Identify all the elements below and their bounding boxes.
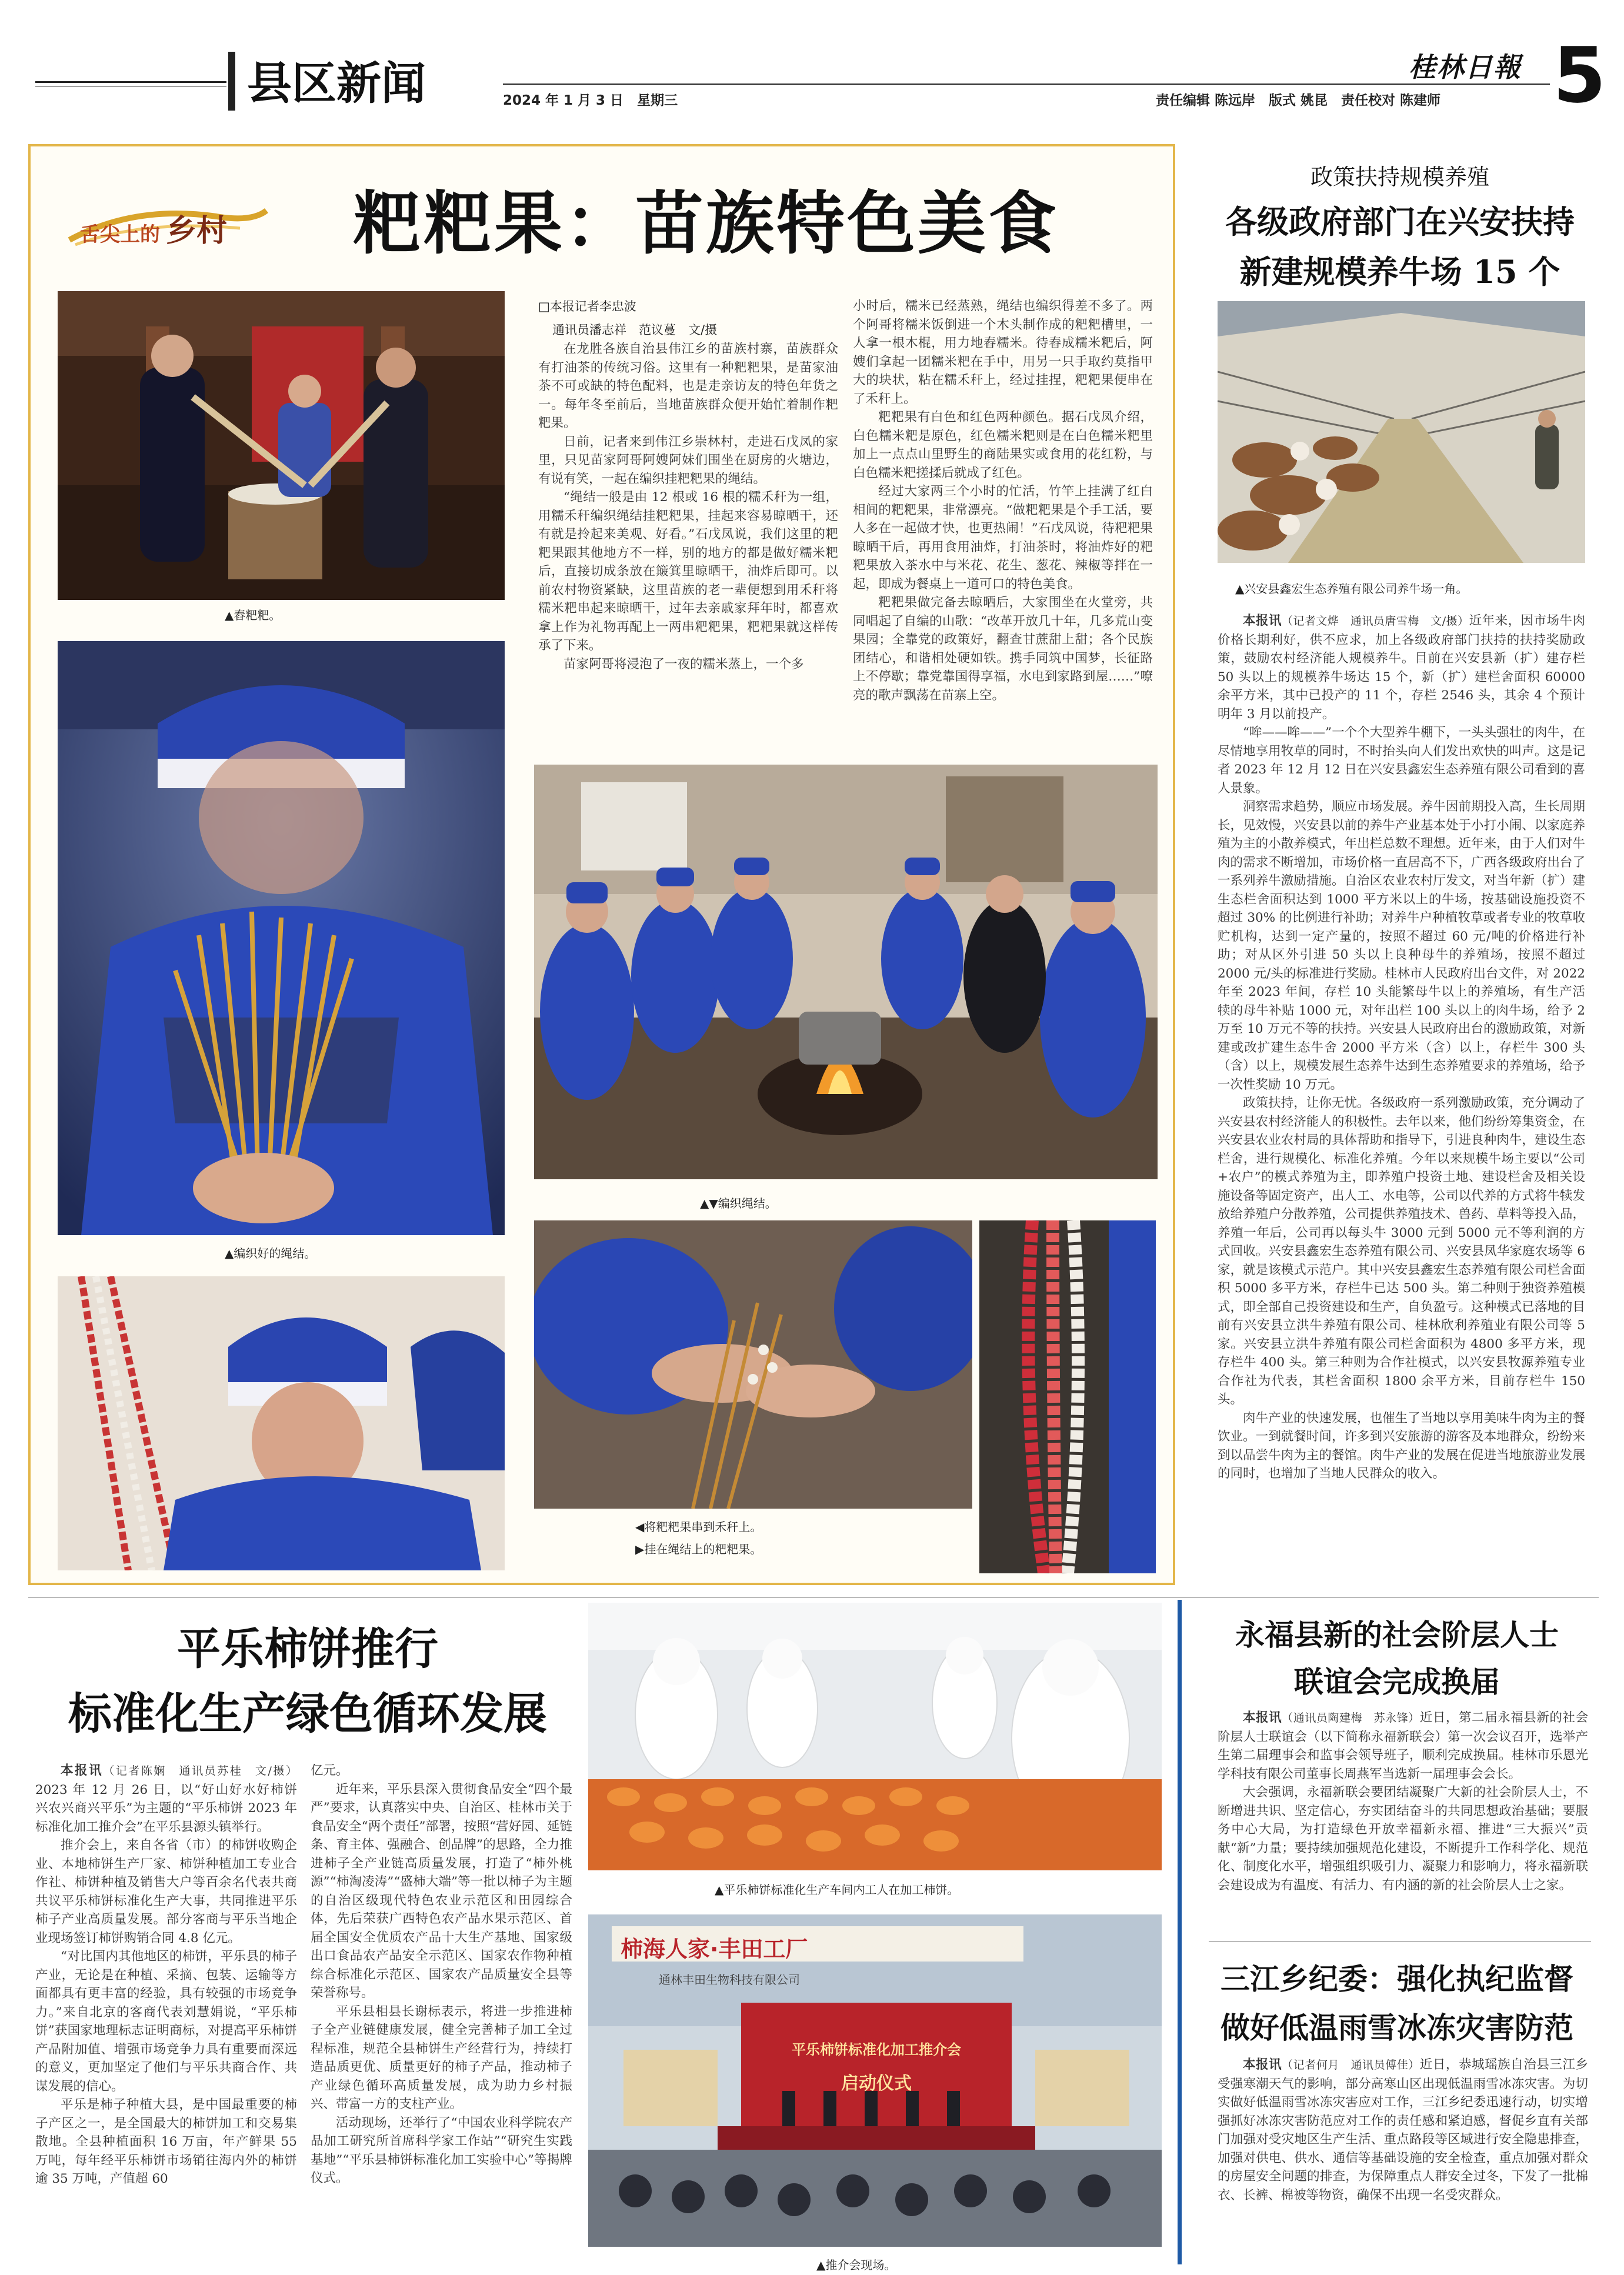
left-bottom-col2 xyxy=(311,1762,572,2188)
right-bottom-title-1: 三江乡纪委：强化执纪监督 xyxy=(1220,1962,1573,1996)
lead-text: 近日，第二届永福县新的社会阶层人士联谊会（以下简称永福新联会）第一次会议召开，选举产生第二届理事会和监事会领导班子，顺利完成换届。桂林市乐恩光学科技有限公司董事长周燕军当选新一届理事会会长。 xyxy=(1218,1710,1588,1782)
right-bottom-title-2: 做好低温雨雪冰冻灾害防范 xyxy=(1220,2010,1573,2045)
feature-title: 粑粑果：苗族特色美食 xyxy=(353,184,1059,263)
feature-byline xyxy=(538,297,838,338)
byline-correspondents: 通讯员潘志祥 范议蔓 文/摄 xyxy=(552,323,718,337)
paragraph: 经过大家两三个小时的忙活，竹竿上挂满了红白相间的粑粑果，非常漂亮。“做粑粑果是个手工活，要人多在一起做才快，也更热闹！”石戊凤说，待粑粑果晾晒干后，再用食用油炸，打油茶时，将油炸好的粑粑果放入茶水中与米花、花生、葱花、辣椒等拌在一起，即成为餐桌上一道可口的特色美食。 xyxy=(853,484,1153,592)
credit-role: 版式 xyxy=(1269,93,1296,108)
caption-photo4a: ◀将粑粑果串到禾秆上。 xyxy=(635,1520,762,1534)
stage-banner-line1: 平乐柿饼标准化加工推介会 xyxy=(792,2042,961,2058)
paragraph: 苗家阿哥将浸泡了一夜的糯米蒸上，一个多 xyxy=(563,656,804,672)
feature-badge xyxy=(64,199,275,252)
paragraph: 推介会上，来自各省（市）的柿饼收购企业、本地柿饼生产厂家、柿饼种植加工专业合作社、柿饼种植及销售大户等百余名代表共商共议平乐柿饼标准化生产大事，共同推进平乐柿子产业高质量发展。部分客商与平乐当地企业现场签订柿饼购销合同 4.8 亿元。 xyxy=(35,1838,297,1946)
right-mid-title-2: 联谊会完成换届 xyxy=(1294,1664,1500,1699)
paragraph xyxy=(1218,612,1585,723)
caption-cattle: ▲兴安县鑫宏生态养殖有限公司养牛场一角。 xyxy=(1235,582,1468,596)
caption-photo1: ▲舂粑粑。 xyxy=(225,608,281,622)
badge-part2: 乡村 xyxy=(166,213,228,249)
photo-woven-knots xyxy=(58,641,505,1235)
newspaper-logo: 桂林日報 xyxy=(1409,51,1522,83)
factory-sign: 柿海人家·丰田工厂 xyxy=(621,1936,808,1962)
paragraph: “哞——哞——”一个个大型养牛棚下，一头头强壮的肉牛，在尽情地享用牧草的同时，不时抬头向人们发出欢快的叫声。这是记者 2023 年 12 月 12 日在兴安县鑫宏生态养殖有限公司看到的喜人景象。 xyxy=(1218,725,1585,796)
credits-line xyxy=(1156,89,1440,109)
paragraph: 政策扶持，让你无忧。各级政府一系列激励政策，充分调动了兴安县农村经济能人的积极性。去年以来，他们纷纷筹集资金，在兴安县农业农村局的具体帮助和指导下，引进良种肉牛，建设生态栏舍，进行规模化、标准化养殖。今年以来规模牛场主要以“公司+农户”的模式养殖为主，即养殖户投资土地、建设栏舍及相关设施设备等固定资产，出人工、水电等，公司以代养的方式将牛犊发放给养殖户分散养殖，公司提供养殖技术、兽药、草料等投入品，养殖一年后，公司再以每头牛 3000 元到 5000 元不等利润的方式回收。兴安县鑫宏生态养殖有限公司、兴安县凤华家庭农场等 6 家，就是该模式示范户。其中兴安县鑫宏生态养殖有限公司栏舍面积 5000 多平方米，存栏牛已达 500 头。第二种则于独资养殖模式，即全部自己投资建设和生产，自负盈亏。这种模式已落地的目前有兴安县立洪牛养殖有限公司、桂林欣利养殖业有限公司等 5 家。兴安县立洪牛养殖有限公司栏舍面积为 4800 多平方米，现存栏牛 400 头。第三种则为合作社模式，以兴安县牧源养殖专业合作社为代表，其栏舍面积 1800 余平方米，目前存栏牛 150 头。 xyxy=(1218,1096,1585,1407)
feature-col2 xyxy=(853,297,1153,705)
lead-tag: 本报讯 xyxy=(61,1763,104,1778)
credit-name: 陈建师 xyxy=(1400,93,1441,108)
left-bottom-title-2: 标准化生产绿色循环发展 xyxy=(68,1689,547,1739)
right-top-title-1: 各级政府部门在兴安扶持 xyxy=(1225,203,1575,241)
photo-launch-ceremony xyxy=(588,1914,1162,2247)
right-column-divider xyxy=(1179,144,1181,1585)
credit-name: 姚昆 xyxy=(1300,93,1328,108)
photo-cattle-farm xyxy=(1218,301,1585,563)
credit-name: 陈远岸 xyxy=(1215,93,1256,108)
lead-byline: （通讯员陶建梅 苏永锋） xyxy=(1282,1712,1420,1724)
credit-role: 责任编辑 xyxy=(1156,93,1210,108)
photo-fruit-strings xyxy=(58,1276,505,1570)
issue-weekday: 星期三 xyxy=(637,93,678,108)
lead-tag: 本报讯 xyxy=(1243,1710,1282,1725)
lead-byline: （记者文烨 通讯员唐雪梅 文/摄） xyxy=(1281,615,1469,628)
lead-text: 近年来，因市场牛肉价格长期利好，供不应求，加上各级政府部门扶持的扶持奖励政策，鼓励农村经济能人规模养牛。目前在兴安县新（扩）建存栏 50 头以上的规模养牛场达 15 个，新（扩）建栏舍面积 60000 余平方米，其中已投产的 11 个，存栏 2546 头，其余 4 个预计明年 3 月以前投产。 xyxy=(1218,613,1585,722)
paragraph xyxy=(1218,2056,1588,2204)
right-top-body xyxy=(1218,612,1585,1483)
paragraph: 大会强调，永福新联会要团结凝聚广大新的社会阶层人士，不断增进共识、坚定信心，夯实团结奋斗的共同思想政治基础；要服务中心大局，为打造绿色开放幸福新永福、推进“三大振兴”贡献“新”力量；要持续加强规范化建设，不断提升工作科学化、规范化、制度化水平，增强组织吸引力、凝聚力和影响力，将永福新联会建设成为有温度、有活力、有内涵的新的社会阶层人士之家。 xyxy=(1218,1785,1588,1893)
paragraph: 小时后，糯米已经蒸熟，绳结也编织得差不多了。两个阿哥将糯米饭倒进一个木头制作成的粑粑槽里，一人拿一根木棍，用力地舂糯米。待舂成糯米粑后，阿嫂们拿起一团糯米粑在手中，用另一只手取约莫指甲大的块状，粘在糯禾秆上，经过挂捏，粑粑果便串在了禾秆上。 xyxy=(853,299,1153,406)
stage-banner-line2: 启动仪式 xyxy=(841,2073,912,2094)
photo-hanging-fruit xyxy=(979,1220,1156,1573)
lead-byline: （记者何月 通讯员傅佳） xyxy=(1282,2059,1420,2071)
right-bottom-body xyxy=(1218,2056,1588,2204)
photo-threading-fruit xyxy=(534,1220,972,1509)
paragraph: 洞察需求趋势，顺应市场发展。养牛因前期投入高，生长周期长，见效慢，兴安县以前的养牛产业基本处于小打小闹、以家庭养殖为主的小散养模式，年出栏总数不理想。近年来，由于人们对牛肉的需求不断增加，市场价格一直居高不下，广西各级政府出台了一系列养牛激励措施。自治区农业农村厅发文，对当年新（扩）建生态栏舍面积达到 1000 平方米以上的牛场，按基础设施投资不超过 30% 的比例进行补助；对养牛户种植牧草或者专业的牧草收贮机构，达到一定产量的，按照不超过 60 元/吨的价格进行补助；对从区外引进 50 头以上良种母牛的养殖场，按照不超过 2000 元/头的标准进行奖励。桂林市人民政府出台文件，对 2022 年至 2023 年间，存栏 10 头能繁母牛以上的养殖场，有生产活犊的母牛补贴 1000 元，对年出栏 100 头以上的肉牛场，给予 2 万至 10 万元不等的扶持。兴安县人民政府出台的激励政策，对新建或改扩建生态牛舍 2000 平方米（含）以上，存栏牛 300 头（含）以上，规模发展生态养牛达到生态养殖要求的养殖场，给予一次性奖励 10 万元。 xyxy=(1218,799,1585,1092)
paragraph: 平乐是柿子种植大县，是中国最重要的柿子产区之一，是全国最大的柿饼加工和交易集散地。全县种植面积 16 万亩，年产鲜果 55 万吨，每年经平乐柿饼市场销往海内外的柿饼逾 35 万吨，产值超 60 xyxy=(35,2097,297,2186)
right-bottom-rule xyxy=(1209,1941,1591,1942)
paragraph: 平乐县相县长谢标表示，将进一步推进柿子全产业链健康发展，健全完善柿子加工全过程标准，规范全县柿饼生产经营行为，持续打造品质更优、质量更好的柿子产品，推动柿子产业绿色循环高质量发展，成为助力乡村振兴、带富一方的支柱产业。 xyxy=(311,2004,572,2111)
factory-subtitle: 通林丰田生物科技有限公司 xyxy=(659,1973,800,1987)
caption-ceremony: ▲推介会现场。 xyxy=(816,2258,896,2272)
paragraph: “绳结一般是由 12 根或 16 根的糯禾秆为一组，用糯禾秆编织绳结挂粑粑果，挂起来容易晾晒干，还有就是拎起来美观、好看。”石戊凤说，我们这里的粑粑果跟其他地方不一样，别的地方的都是做好糯米粑后，直接切成条放在簸箕里晾晒干，油炸后即可。以前农村物资紧缺，这里苗族的老一辈便想到用禾秆将糯米粑串起来晾晒干，过年去亲戚家拜年时，都喜欢拿上作为礼物再配上一两串粑粑果，粑粑果就这样传承了下来。 xyxy=(538,490,838,653)
masthead-rule-left xyxy=(35,81,226,83)
caption-photo2: ▲编织好的绳结。 xyxy=(225,1246,316,1260)
left-bottom-col1 xyxy=(35,1762,310,2189)
photo-group-weaving xyxy=(534,765,1158,1179)
paragraph: 近年来，平乐县深入贯彻食品安全“四个最严”要求，认真落实中央、自治区、桂林市关于食品安全“两个责任”部署，按照“营好园、延链条、育主体、强融合、创品牌”的思路，全力推进柿子全产业链高质量发展，打造了“柿外桃源”“柿淘凌涛”“盛柿大端”等一批以柿子为主题的自治区级现代特色农业示范区和田园综合体，先后荣获广西特色农产品水果示范区、首届全国安全优质农产品十大生产基地、国家级出口食品农产品安全示范区、国家农作物种植综合标准化示范区、国家农产品质量安全县等荣誉称号。 xyxy=(311,1782,572,2000)
byline-reporter: □本报记者李忠波 xyxy=(538,299,636,313)
horizontal-separator xyxy=(28,1597,1599,1598)
lead-tag: 本报讯 xyxy=(1243,2057,1282,2072)
masthead-rule-right xyxy=(503,84,1550,85)
lead-byline: （记者陈娴 通讯员苏桂 文/摄） xyxy=(103,1764,297,1777)
page-number: 5 xyxy=(1553,31,1606,120)
paragraph: “对比国内其他地区的柿饼，平乐县的柿子产业，无论是在种植、采摘、包装、运输等方面都具有更丰富的经验，具有较强的市场竞争力。”来自北京的客商代表刘慧娟说，“平乐柿饼”获国家地理标志证明商标，对提高平乐柿饼产品附加值、增强市场竞争力具有重要而深远的意义，更加坚定了他们与平乐共商合作、共谋发展的信心。 xyxy=(35,1949,297,2094)
feature-col1 xyxy=(538,340,838,673)
paragraph: 粑粑果做完备去晾晒后，大家围坐在火堂旁，共同唱起了自编的山歌：“改革开放几十年，几多荒山变果园；全靠党的政策好，翻查甘蔗甜上甜；各个民族团结心，和谐相处硬如铁。携手同筑中国梦，长征路上不停歇；靠党靠国得享福，水电到家路到屋……”嘹亮的歌声飘荡在苗寨上空。 xyxy=(853,595,1153,703)
vertical-accent-bar xyxy=(1178,1600,1182,2264)
lead-text: 2023 年 12 月 26 日，以“好山好水好柿饼 兴农兴商兴平乐”为主题的“平乐柿饼 2023 年标准化加工推介会”在平乐县源头镇举行。 xyxy=(35,1782,310,1834)
section-title: 县区新闻 xyxy=(247,57,426,109)
paragraph: 亿元。 xyxy=(311,1763,349,1778)
caption-workshop: ▲平乐柿饼标准化生产车间内工人在加工柿饼。 xyxy=(715,1883,959,1897)
paragraph xyxy=(1218,1709,1588,1783)
caption-photo4b: ▶挂在绳结上的粑粑果。 xyxy=(635,1542,762,1556)
right-top-title-2: 新建规模养牛场 15 个 xyxy=(1239,253,1560,291)
paragraph: 肉牛产业的快速发展，也催生了当地以享用美味牛肉为主的餐饮业。一到就餐时间，许多到兴安旅游的游客及本地群众，纷纷来到以品尝牛肉为主的餐馆。肉牛产业的发展在促进当地旅游业发展的同时，也增加了当地人民群众的收入。 xyxy=(1218,1410,1585,1481)
issue-date: 2024 年 1 月 3 日 xyxy=(503,93,624,108)
right-top-kicker: 政策扶持规模养殖 xyxy=(1310,164,1489,190)
paragraph: 在龙胜各族自治县伟江乡的苗族村寨，苗族群众有打油茶的传统习俗。这里有一种粑粑果，是苗家油茶不可或缺的特色配料，也是走亲访友的特色年货之一。每年冬至前后，当地苗族群众便开始忙着制作粑粑果。 xyxy=(538,342,838,431)
lead-text: 近日，恭城瑶族自治县三江乡受强寒潮天气的影响，部分高寒山区出现低温雨雪冰冻灾害。为切实做好低温雨雪冰冻灾害应对工作，三江乡纪委迅速行动，切实增强抓好冰冻灾害防范应对工作的责任感和紧迫感，督促乡直有关部门加强对受灾地区生产生活、重点路段等区域进行安全隐患排查，加强对供电、供水、通信等基础设施的安全检查，重点加强对群众的房屋安全问题的排查，为保障重点人群安全过冬，下发了一批棉衣、长裤、棉被等物资，确保不出现一名受灾群众。 xyxy=(1218,2057,1588,2203)
right-mid-title-1: 永福县新的社会阶层人士 xyxy=(1235,1617,1559,1652)
paragraph xyxy=(35,1762,310,1836)
left-bottom-title-1: 平乐柿饼推行 xyxy=(177,1624,438,1674)
paragraph: 日前，记者来到伟江乡崇林村，走进石戊凤的家里，只见苗家阿哥阿嫂阿妹们围坐在厨房的火塘边，有说有笑，一起在编织挂粑粑果的绳结。 xyxy=(538,434,838,486)
caption-photo3: ▲▼编织绳结。 xyxy=(700,1196,777,1210)
credit-role: 责任校对 xyxy=(1341,93,1396,108)
photo-pounding-rice xyxy=(58,291,505,600)
issue-date-line xyxy=(503,89,678,109)
paragraph: 活动现场，还举行了“中国农业科学院农产品加工研究所首席科学家工作站”“研究生实践基地”“平乐县柿饼标准化加工实验中心”等揭牌仪式。 xyxy=(311,2115,572,2186)
photo-persimmon-workshop xyxy=(588,1603,1162,1870)
badge-part1: 舌尖上的 xyxy=(80,223,160,246)
section-bar xyxy=(228,52,235,111)
badge-text xyxy=(80,206,227,250)
paragraph: 粑粑果有白色和红色两种颜色。据石戊凤介绍，白色糯米粑是原色，红色糯米粑则是在白色糯米粑里加上一点点山里野生的商陆果实或食用的花红粉，与白色糯米粑搓揉后就成了红色。 xyxy=(853,410,1153,481)
masthead xyxy=(0,0,1624,126)
right-mid-body xyxy=(1218,1709,1588,1894)
lead-tag: 本报讯 xyxy=(1243,613,1282,628)
